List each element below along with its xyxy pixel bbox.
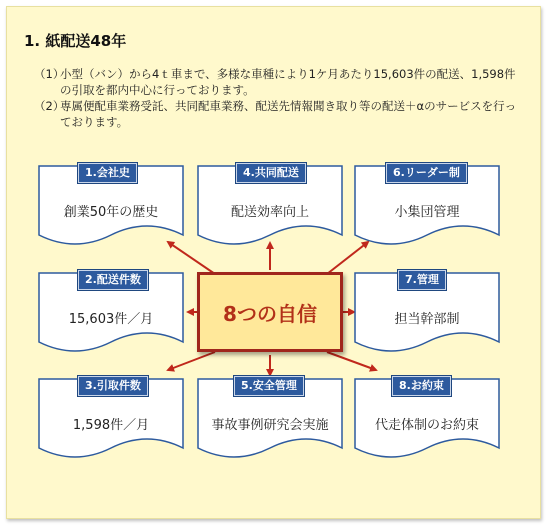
arrow-to-box-8 xyxy=(327,352,376,370)
box-label: 創業50年の歴史 xyxy=(63,205,159,220)
box-label: 15,603件／月 xyxy=(68,312,154,327)
tag-leader-system: 6.リーダー制 xyxy=(386,163,467,183)
box-label: 代走体制のお約束 xyxy=(374,418,479,433)
box-label: 担当幹部制 xyxy=(394,312,460,327)
section-title: 1. 紙配送48年 xyxy=(24,32,127,50)
eight-confidences-center xyxy=(197,272,343,352)
tag-delivery-count: 2.配送件数 xyxy=(78,270,148,290)
description-number: （1） xyxy=(34,67,65,81)
description-number: （2） xyxy=(34,99,65,113)
box-label: 配送効率向上 xyxy=(230,205,309,220)
arrow-to-box-3 xyxy=(168,352,215,370)
box-label: 小集団管理 xyxy=(394,205,460,220)
tag-joint-delivery: 4.共同配送 xyxy=(236,163,306,183)
tag-pickup-count: 3.引取件数 xyxy=(78,376,148,396)
box-label: 1,598件／月 xyxy=(72,418,150,433)
description-text: 専属便配車業務受託、共同配車業務、配送先情報聞き取り等の配送＋αのサービスを行っております。 xyxy=(60,99,517,129)
center-label: 8つの自信 xyxy=(223,301,317,326)
tag-company-history: 1.会社史 xyxy=(78,163,137,183)
description-text: 小型（バン）から4ｔ車まで、多様な車種により1ケ月あたり15,603件の配送、1,598件の引取を都内中心に行っております。 xyxy=(60,67,516,97)
box-label: 事故事例研究会実施 xyxy=(211,418,329,433)
tag-safety-management: 5.安全管理 xyxy=(234,376,304,396)
tag-promise: 8.お約束 xyxy=(392,376,451,396)
tag-management: 7.管理 xyxy=(398,270,446,290)
